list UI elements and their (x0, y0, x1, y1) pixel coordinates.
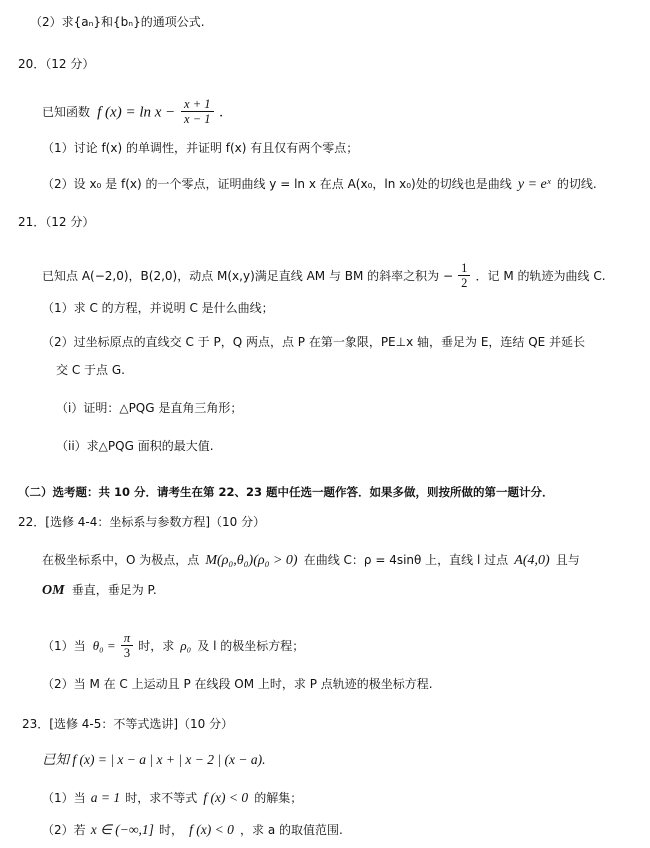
question-21-part-2-i: （i）证明：△PQG 是直角三角形； (56, 401, 243, 415)
question-20-stem-prefix: 已知函数 (42, 104, 91, 119)
question-21-stem: 已知点 A(−2,0)，B(2,0)，动点 M(x,y)满足直线 AM 与 BM 的斜率之积为 − $\frac{1}{2}$ ．记 M 的轨迹为曲线 C. (42, 261, 606, 291)
question-21-part-2-line-1: （2）过坐标原点的直线交 C 于 P，Q 两点，点 P 在第一象限，PE⊥x 轴，垂足为 E，连结 QE 并延长 (42, 335, 586, 349)
question-20-header: 20．（12 分） (18, 57, 95, 71)
question-21-part-2-ii: （ii）求△PQG 面积的最大值. (56, 439, 214, 453)
question-20-formula-left: f (x) = ln x − (97, 104, 176, 121)
question-22-stem-line-1: 在极坐标系中，O 为极点，点 M(ρ₀,θ₀)(ρ₀ > 0) 在曲线 C：ρ = 4sinθ 上，直线 l 过点 A(4,0) 且与 (42, 553, 580, 568)
question-22-stem-line-2: OM 垂直，垂足为 P. (42, 583, 157, 598)
question-22-segment-om: OM (42, 583, 65, 598)
question-21-header: 21．（12 分） (18, 215, 95, 229)
section-two-title: （二）选考题：共 10 分．请考生在第 22、23 题中任选一题作答．如果多做，则按所做的第一题计分． (18, 485, 554, 499)
question-20-fraction: $\frac{x + 1}{x - 1}$ (181, 97, 213, 127)
question-22-point-m: M(ρ₀,θ₀)(ρ₀ > 0) (205, 553, 298, 568)
question-22-header: 22．[选修 4-4：坐标系与参数方程]（10 分） (18, 515, 266, 529)
question-21-part-2-line-2: 交 C 于点 G. (56, 363, 125, 377)
question-22-part-1: （1）当 θ₀ = $\frac{\pi}{3}$ 时，求 ρ₀ 及 l 的极坐标方程； (42, 631, 305, 661)
question-20-curve-exp: y = eˣ (517, 177, 551, 192)
question-20-part-2: （2）设 x₀ 是 f(x) 的一个零点，证明曲线 y = ln x 在点 A(x₀，ln x₀)处的切线也是曲线 y = eˣ 的切线. (42, 177, 597, 192)
question-21-fraction: $\frac{1}{2}$ (458, 261, 470, 291)
question-21-part-1: （1）求 C 的方程，并说明 C 是什么曲线； (42, 301, 274, 315)
question-23-header: 23．[选修 4-5：不等式选讲]（10 分） (22, 717, 234, 731)
question-19-part-2: （2）求{aₙ}和{bₙ}的通项公式. (30, 15, 205, 29)
question-22-point-a: A(4,0) (514, 553, 550, 568)
question-22-part-2: （2）当 M 在 C 上运动且 P 在线段 OM 上时，求 P 点轨迹的极坐标方程. (42, 677, 433, 691)
question-23-part-1: （1）当 a = 1 时，求不等式 f (x) < 0 的解集； (42, 790, 303, 805)
question-20-formula-period: . (219, 104, 224, 121)
question-20-stem (42, 98, 223, 128)
question-20-part-1: （1）讨论 f(x) 的单调性，并证明 f(x) 有且仅有两个零点； (42, 141, 359, 155)
question-22-fraction-pi-3: $\frac{\pi}{3}$ (121, 631, 133, 661)
question-23-stem: 已知 f (x) = | x − a | x + | x − 2 | (x − a). (42, 752, 266, 767)
question-23-part-2: （2）若 x ∈ (−∞,1] 时， f (x) < 0 ，求 a 的取值范围. (42, 822, 343, 837)
